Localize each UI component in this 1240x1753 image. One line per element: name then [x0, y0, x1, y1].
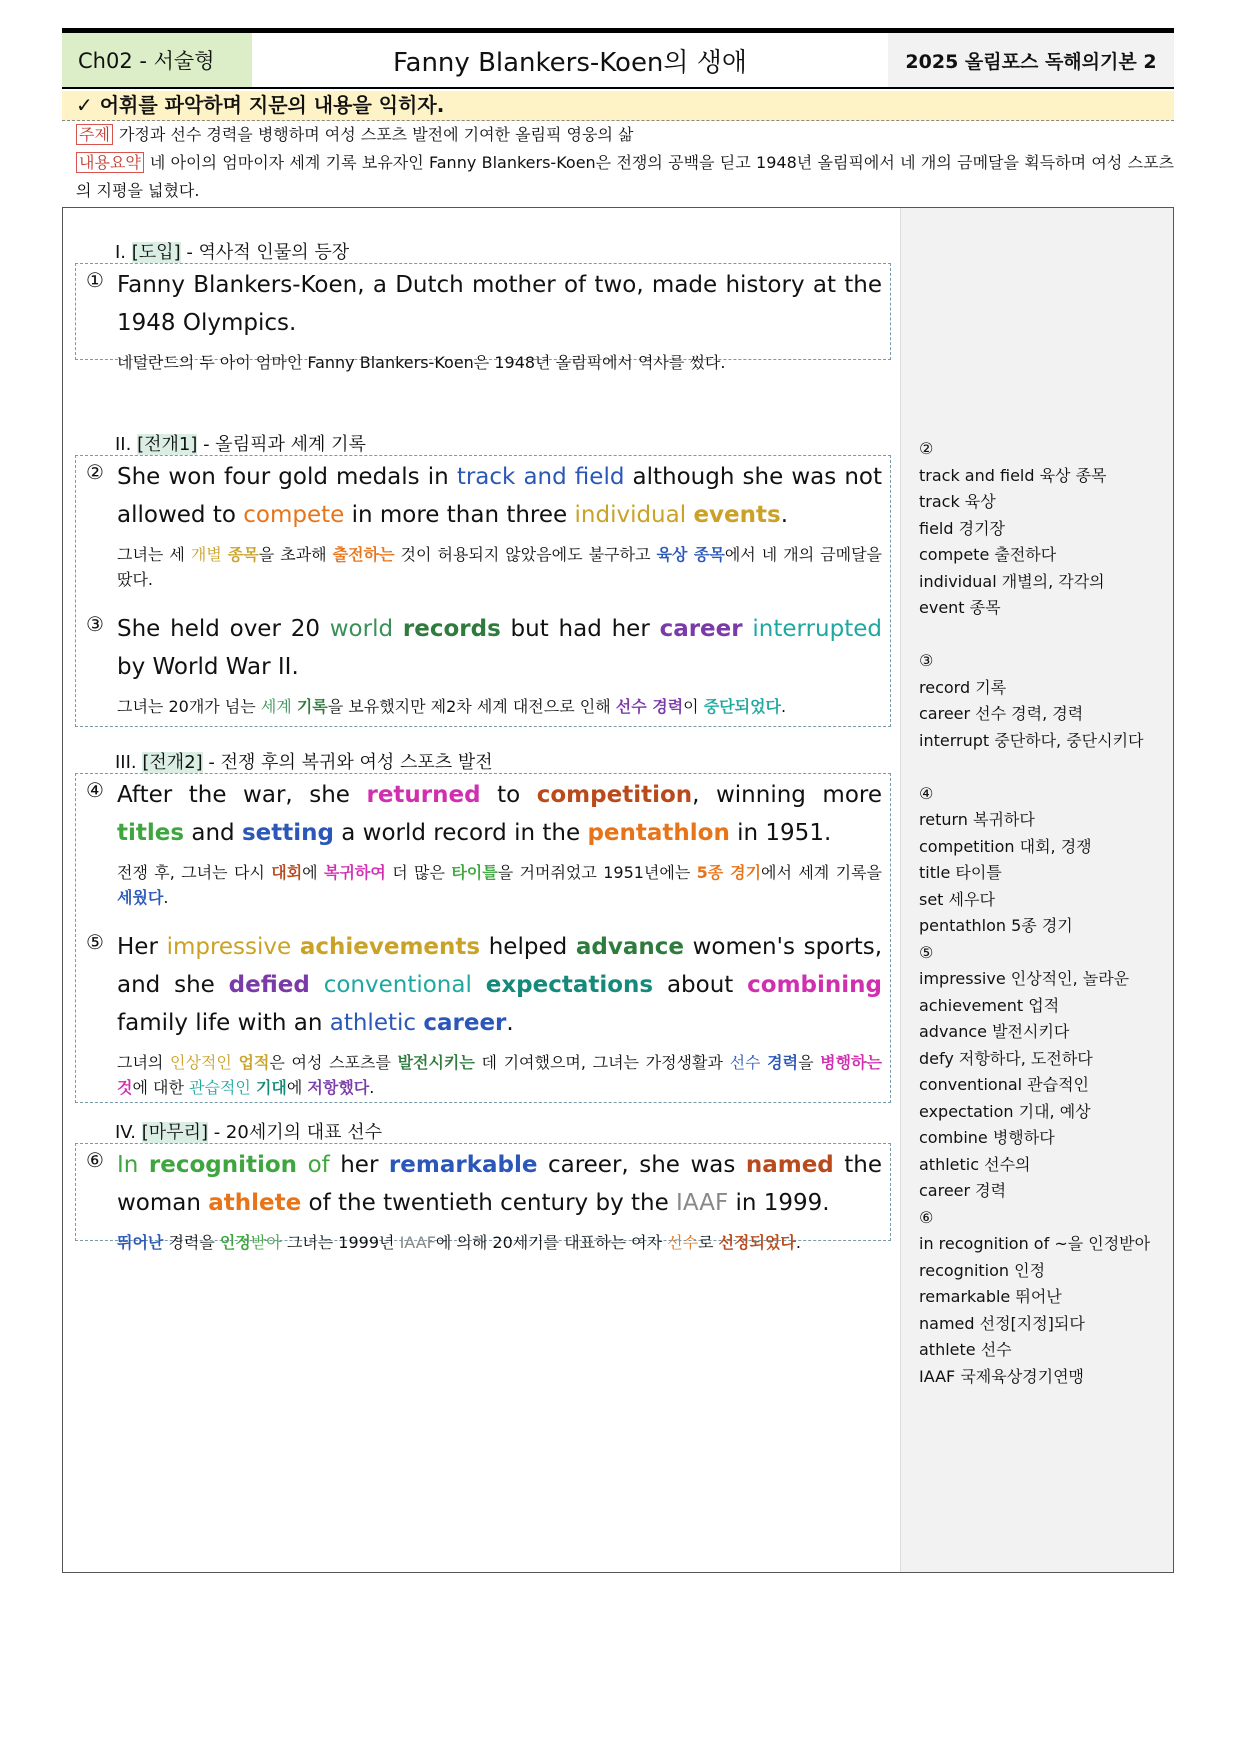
korean-translation: 전쟁 후, 그녀는 다시 대회에 복귀하여 더 많은 타이틀을 거머쥐었고 1951년에는 5종 경기에서 세계 기록을 세웠다. [117, 863, 882, 907]
section-roman: III. [115, 752, 137, 773]
vocab-item: ④ [919, 783, 934, 803]
vocab-item: pentathlon 5종 경기 [919, 916, 1073, 935]
section-heading-1 [115, 238, 349, 264]
paragraph-number: ④ [86, 778, 104, 802]
vocab-item: title 타이틀 [919, 863, 1002, 882]
vocab-item: ⑥ [919, 1207, 934, 1227]
vocab-item: ③ [919, 651, 934, 670]
vocab-item: impressive 인상적인, 놀라운 [919, 969, 1130, 988]
book-title: 2025 올림포스 독해의기본 2 [888, 33, 1174, 87]
paragraph-number: ① [86, 268, 104, 292]
vocab-item: remarkable 뛰어난 [919, 1287, 1062, 1306]
vocabulary-list [919, 436, 1159, 1390]
chapter-label: Ch02 - 서술형 [62, 33, 252, 87]
vocab-item: defy 저항하다, 도전하다 [919, 1048, 1093, 1068]
theme-text: 가정과 선수 경력을 병행하며 여성 스포츠 발전에 기여한 올림픽 영웅의 삶 [118, 125, 634, 144]
vocab-item: named 선정[지정]되다 [919, 1313, 1085, 1333]
vocab-item: return 복귀하다 [919, 810, 1035, 829]
vocab-item: record 기록 [919, 677, 1007, 697]
vocab-item: individual 개별의, 각각의 [919, 571, 1105, 591]
paragraph-3 [76, 608, 890, 719]
english-sentence: Her impressive achievements helped advance women's sports, and she defied conventional expectations about combining family life with an athletic career. [117, 934, 883, 1036]
section-title: - 전쟁 후의 복귀와 여성 스포츠 발전 [208, 752, 493, 773]
paragraph-number: ③ [86, 612, 104, 636]
vocab-item: compete 출전하다 [919, 545, 1057, 564]
section-tag: [마무리] [141, 1122, 208, 1143]
vocabulary-sidebar [900, 208, 1173, 1572]
section-roman: IV. [115, 1122, 137, 1143]
paragraph-2 [76, 456, 890, 592]
korean-translation: 그녀는 세 개별 종목을 초과해 출전하는 것이 허용되지 않았음에도 불구하고 육상 종목에서 네 개의 금메달을 땄다. [117, 545, 882, 589]
vocab-item: conventional 관습적인 [919, 1075, 1089, 1094]
vocab-item: achievement 업적 [919, 995, 1060, 1015]
section-roman: II. [115, 434, 132, 455]
paragraph-1 [76, 264, 890, 375]
english-sentence: She won four gold medals in track and field although she was not allowed to compete in more than three individual events. [117, 464, 882, 528]
paragraph-4 [76, 774, 890, 910]
paragraph-box-4 [75, 1143, 891, 1252]
section-title: - 20세기의 대표 선수 [213, 1122, 382, 1143]
paragraph-box-2 [75, 455, 891, 727]
theme-tag: 주제 [76, 124, 113, 145]
vocab-item: athletic 선수의 [919, 1154, 1031, 1174]
paragraph-number: ② [86, 460, 104, 484]
section-title: - 올림픽과 세계 기록 [203, 434, 366, 455]
vocab-item: advance 발전시키다 [919, 1022, 1070, 1041]
vocab-item: ② [919, 439, 934, 458]
vocab-item: interrupt 중단하다, 중단시키다 [919, 730, 1144, 750]
vocab-item: career 선수 경력, 경력 [919, 704, 1084, 723]
english-sentence: After the war, she returned to competition, winning more titles and setting a world record in the pentathlon in 1951. [117, 782, 883, 846]
section-heading-2 [115, 430, 366, 456]
korean-translation: 그녀는 20개가 넘는 세계 기록을 보유했지만 제2차 세계 대전으로 인해 선수 경력이 중단되었다. [117, 697, 787, 716]
vocab-item: set 세우다 [919, 889, 995, 909]
header [62, 33, 1174, 89]
english-sentence: Fanny Blankers-Koen, a Dutch mother of two, made history at the 1948 Olympics. [117, 272, 882, 336]
vocab-item: IAAF 국제육상경기연맹 [919, 1366, 1084, 1386]
vocab-item: career 경력 [919, 1181, 1007, 1200]
paragraph-box-3 [75, 773, 891, 1103]
summary-line [62, 149, 1174, 205]
vocab-item: event 종목 [919, 598, 1001, 617]
vocab-item: track 육상 [919, 492, 996, 511]
section-roman: I. [115, 242, 127, 263]
paragraph-box-1 [75, 263, 891, 372]
section-tag: [도입] [131, 242, 181, 263]
english-sentence: She held over 20 world records but had her career interrupted by World War II. [117, 616, 882, 680]
theme-line [62, 121, 1174, 149]
vocab-item: ⑤ [919, 942, 934, 962]
paragraph-number: ⑥ [86, 1148, 104, 1172]
vocab-item: competition 대회, 경쟁 [919, 836, 1092, 856]
vocab-item [919, 622, 1159, 649]
vocab-item [919, 754, 1159, 781]
page-title: Fanny Blankers-Koen의 생애 [392, 47, 748, 78]
vocab-item: combine 병행하다 [919, 1128, 1055, 1147]
paragraph-number: ⑤ [86, 930, 104, 954]
summary-text: 네 아이의 엄마이자 세계 기록 보유자인 Fanny Blankers-Koen은 전쟁의 공백을 딛고 1948년 올림픽에서 네 개의 금메달을 획득하며 여성 스포츠의 지평을 넓혔다. [76, 153, 1174, 200]
section-tag: [전개2] [142, 752, 203, 773]
english-sentence: In recognition of her remarkable career, she was named the woman athlete of the twentieth century by the IAAF in 1999. [117, 1152, 883, 1216]
content-frame [62, 207, 1174, 1573]
vocab-item: field 경기장 [919, 518, 1005, 538]
vocab-item: in recognition of ~을 인정받아 [919, 1234, 1151, 1253]
korean-translation: 뛰어난 경력을 인정받아 그녀는 1999년 IAAF에 의해 20세기를 대표하는 여자 선수로 선정되었다. [117, 1233, 801, 1252]
korean-translation: 네덜란드의 두 아이 엄마인 Fanny Blankers-Koen은 1948년 올림픽에서 역사를 썼다. [117, 353, 726, 372]
vocab-item: expectation 기대, 예상 [919, 1101, 1091, 1121]
vocab-item: athlete 선수 [919, 1340, 1012, 1359]
vocab-item: recognition 인정 [919, 1260, 1046, 1280]
worksheet-page [62, 28, 1174, 1573]
section-heading-3 [115, 748, 493, 774]
paragraph-6 [76, 1144, 890, 1255]
section-heading-4 [115, 1118, 382, 1144]
vocab-item: track and field 육상 종목 [919, 465, 1107, 485]
korean-translation: 그녀의 인상적인 업적은 여성 스포츠를 발전시키는 데 기여했으며, 그녀는 가정생활과 선수 경력을 병행하는 것에 대한 관습적인 기대에 저항했다. [117, 1053, 882, 1097]
paragraph-5 [76, 926, 890, 1100]
task-instruction: ✓ 어휘를 파악하며 지문의 내용을 익히자. [62, 91, 1174, 121]
summary-tag: 내용요약 [76, 152, 144, 173]
section-title: - 역사적 인물의 등장 [186, 242, 350, 263]
section-tag: [전개1] [137, 434, 198, 455]
